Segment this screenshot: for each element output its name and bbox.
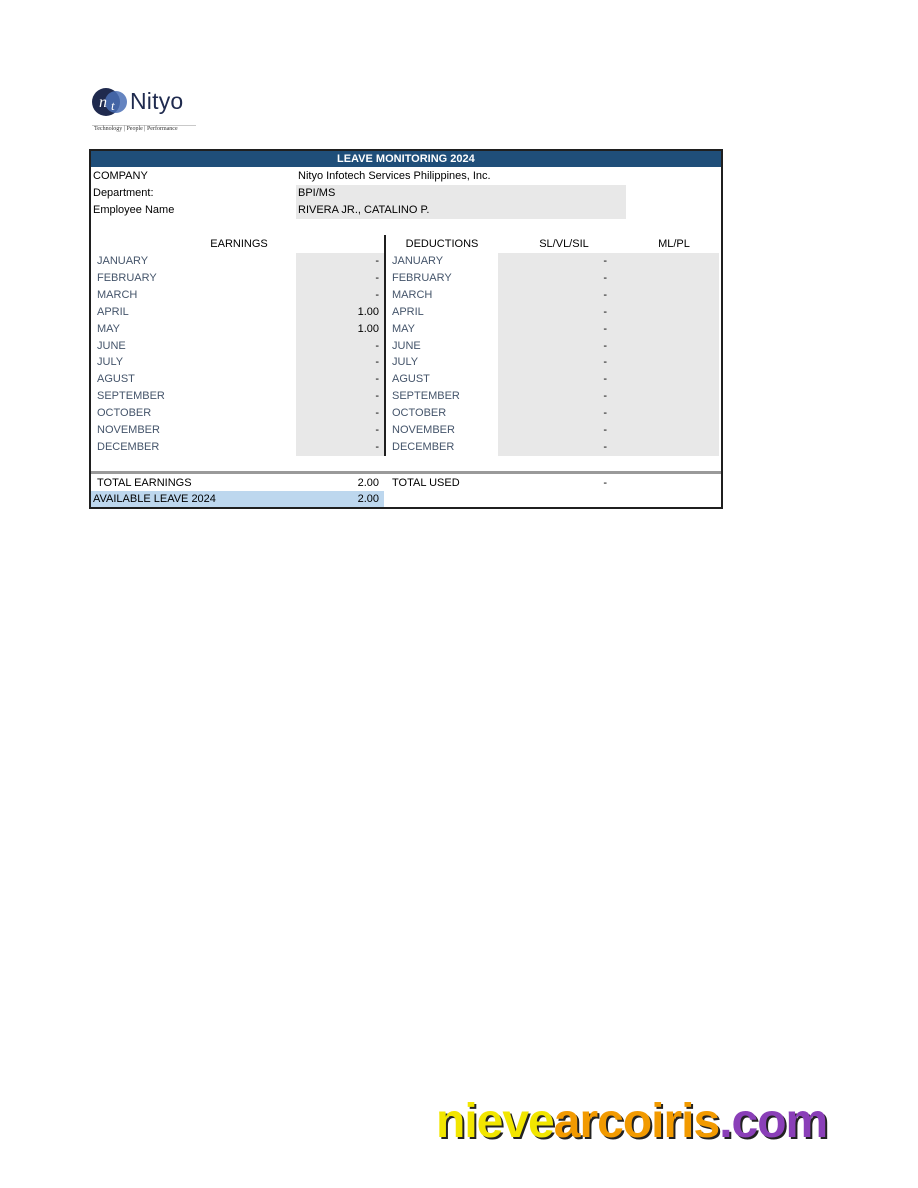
watermark-part-1: nieve [436,1095,554,1148]
deductions-month-value: - [603,424,607,436]
sl-vl-sil-header: SL/VL/SIL [539,238,589,250]
earnings-month-label: FEBRUARY [97,272,157,284]
deductions-month-value: - [603,390,607,402]
deductions-month-value: - [603,289,607,301]
logo-wordmark: Nityo [130,88,184,114]
watermark-part-3: .com [719,1095,828,1148]
deductions-month-value: - [603,356,607,368]
deductions-month-value: - [603,373,607,385]
nityo-logo-icon [92,84,128,120]
earnings-month-label: OCTOBER [97,407,152,419]
watermark-part-2: arcoiris [553,1095,720,1148]
earnings-month-value: - [375,289,379,301]
company-logo [92,82,212,140]
available-leave-label: AVAILABLE LEAVE 2024 [93,493,216,505]
earnings-header: EARNINGS [210,238,268,250]
earnings-month-value: 1.00 [357,323,379,335]
department-label: Department: [93,187,154,199]
logo-tagline: Technology | People | Performance [94,126,178,132]
column-divider [384,235,386,456]
earnings-month-label: MARCH [97,289,138,301]
earnings-month-label: DECEMBER [97,441,160,453]
deductions-month-label: MAY [392,323,416,335]
deductions-month-label: JANUARY [392,255,444,267]
deductions-month-value: - [603,323,607,335]
earnings-month-value: - [375,373,379,385]
deductions-month-label: DECEMBER [392,441,455,453]
ml-pl-header: ML/PL [658,238,690,250]
totals-separator [91,471,721,474]
earnings-month-value: - [375,424,379,436]
deductions-month-label: JULY [392,356,419,368]
total-used-value: - [603,477,607,489]
department-value: BPI/MS [298,187,336,199]
earnings-month-label: JUNE [97,340,126,352]
svg-text:n: n [99,94,107,111]
earnings-month-value: 1.00 [357,306,379,318]
deductions-month-value: - [603,340,607,352]
company-value: Nityo Infotech Services Philippines, Inc. [298,170,491,182]
employee-name-value: RIVERA JR., CATALINO P. [298,204,430,216]
earnings-month-label: NOVEMBER [97,424,160,436]
deductions-month-label: MARCH [392,289,433,301]
employee-name-label: Employee Name [93,204,175,216]
earnings-month-label: JULY [97,356,124,368]
earnings-month-value: - [375,272,379,284]
available-leave-value: 2.00 [357,493,379,505]
earnings-month-value: - [375,356,379,368]
deductions-month-value: - [603,306,607,318]
sheet-title: LEAVE MONITORING 2024 [337,153,475,165]
deductions-month-label: NOVEMBER [392,424,455,436]
deductions-month-label: JUNE [392,340,421,352]
deductions-month-value: - [603,272,607,284]
total-earnings-label: TOTAL EARNINGS [97,477,192,489]
deductions-month-value: - [603,441,607,453]
leave-monitoring-sheet [89,149,723,509]
svg-text:t: t [111,98,115,113]
total-used-label: TOTAL USED [392,477,460,489]
earnings-month-value: - [375,390,379,402]
deductions-month-value: - [603,255,607,267]
earnings-month-label: JANUARY [97,255,149,267]
deductions-month-label: FEBRUARY [392,272,452,284]
sheet-title-bar [91,151,721,167]
deductions-month-value: - [603,407,607,419]
earnings-month-value: - [375,255,379,267]
earnings-month-label: SEPTEMBER [97,390,165,402]
earnings-month-label: MAY [97,323,121,335]
earnings-month-value: - [375,407,379,419]
earnings-month-label: AGUST [97,373,135,385]
deductions-month-label: APRIL [392,306,424,318]
deductions-month-label: OCTOBER [392,407,447,419]
earnings-month-value: - [375,441,379,453]
earnings-month-value: - [375,340,379,352]
deductions-header: DEDUCTIONS [405,238,479,250]
company-label: COMPANY [93,170,148,182]
deductions-month-label: AGUST [392,373,430,385]
total-earnings-value: 2.00 [357,477,379,489]
deductions-month-label: SEPTEMBER [392,390,460,402]
watermark [436,1094,827,1149]
earnings-month-label: APRIL [97,306,129,318]
